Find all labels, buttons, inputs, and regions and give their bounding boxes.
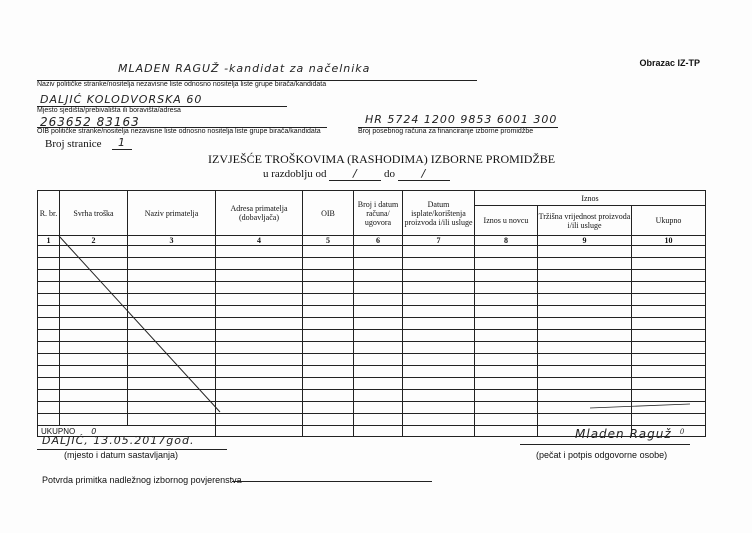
col-number: 5 <box>303 236 354 246</box>
confirm-label: Potvrda primitka nadležnog izbornog povjerenstva <box>42 475 242 485</box>
form-code: Obrazac IZ-TP <box>639 58 700 68</box>
total-label: UKUPNO <box>41 426 76 436</box>
address-label: Mjesto sjedišta/prebivališta ili boravišta/adresa <box>37 107 181 114</box>
col-svrha: Svrha troška <box>60 191 128 236</box>
period-prefix: u razdoblju od <box>263 168 327 180</box>
col-naziv: Naziv primatelja <box>128 191 216 236</box>
period-mid: do <box>384 168 396 180</box>
group-iznos: Iznos <box>475 191 706 206</box>
col-number: 7 <box>403 236 475 246</box>
col-number: 9 <box>538 236 632 246</box>
page-value: 1 <box>118 136 126 149</box>
page-label: Broj stranice <box>45 138 102 150</box>
signature-label: (pečat i potpis odgovorne osobe) <box>536 450 668 460</box>
col-iznos-novac: Iznos u novcu <box>475 206 538 236</box>
col-datum: Datum isplate/korištenja proizvoda i/ili usluge <box>403 191 475 236</box>
col-adresa: Adresa primatelja (dobavljača) <box>216 191 303 236</box>
name-label: Naziv političke stranke/nositelja nezavisne liste odnosno nositelja liste grupe birača/kandidata <box>37 81 327 88</box>
address-value: DALJIĆ KOLODVORSKA 60 <box>40 93 203 106</box>
col-number: 6 <box>354 236 403 246</box>
account-value: HR 5724 1200 9853 6001 300 <box>365 113 558 126</box>
col-number: 8 <box>475 236 538 246</box>
period-from: / <box>329 167 381 181</box>
oib-value: 263652 83163 <box>40 115 140 129</box>
col-number: 3 <box>128 236 216 246</box>
col-number: 1 <box>38 236 60 246</box>
name-value: MLADEN RAGUŽ -kandidat za načelnika <box>118 62 371 75</box>
col-number: 2 <box>60 236 128 246</box>
account-label: Broj posebnog računa za financiranje izborne promidžbe <box>358 128 534 135</box>
total-sum: 0 <box>632 426 706 437</box>
col-oib: OIB <box>303 191 354 236</box>
col-trzisna: Tržišna vrijednost proizvoda i/ili usluge <box>538 206 632 236</box>
oib-label: OIB političke stranke/nositelja nezavisne liste odnosno nositelja liste grupe birača/kandidata <box>37 128 321 135</box>
report-title: IZVJEŠĆE TROŠKOVIMA (RASHODIMA) IZBORNE PROMIDŽBE <box>208 152 556 166</box>
col-number: 10 <box>632 236 706 246</box>
signature: Mladen Raguž <box>575 427 672 441</box>
place-date-value: DALJIĆ, 13.05.2017god. <box>42 434 195 447</box>
col-ukupno: Ukupno <box>632 206 706 236</box>
total-value: 0 <box>91 426 98 436</box>
col-racun: Broj i datum računa/ ugovora <box>354 191 403 236</box>
col-rbr: R. br. <box>38 191 60 236</box>
period-to: / <box>398 167 450 181</box>
place-date-label: (mjesto i datum sastavljanja) <box>64 450 179 460</box>
col-number: 4 <box>216 236 303 246</box>
